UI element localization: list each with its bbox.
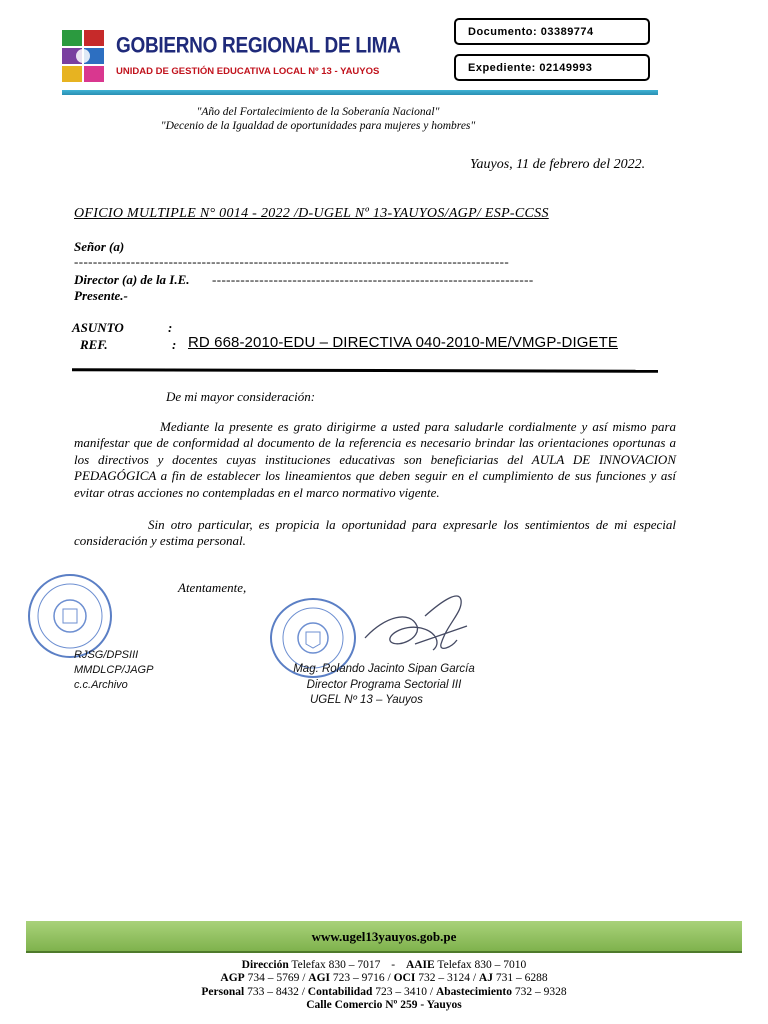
motto-line-1: "Año del Fortalecimiento de la Soberanía Nacional"	[196, 106, 440, 118]
motto-line-2: "Decenio de la Igualdad de oportunidades para mujeres y hombres"	[160, 120, 476, 132]
footer-line-3	[0, 986, 768, 999]
aaie-phone: Telefax 830 – 7010	[437, 959, 527, 971]
body-paragraph-1: Mediante la presente es grato dirigirme a usted para saludarle cordialmente y así mismo para manifestar que de conformidad al documento de la referencia es necesario brindar las orientaciones oportunas a los directivos y docentes cuyas instituciones educativas son beneficiarias del AULA DE INNOVACION PEDAGÓGICA a fin de establecer los lineamientos que deben seguir en el cumplimiento de sus funciones y así evitar otras acciones no contempladas en el marco normativo vigente.	[74, 419, 676, 500]
letter-date: Yauyos, 11 de febrero del 2022.	[470, 157, 646, 172]
asunto-colon: :	[168, 320, 173, 335]
reference-initials	[74, 648, 153, 693]
documento-box: Documento: 03389774	[454, 18, 650, 45]
organization-title: GOBIERNO REGIONAL DE LIMA	[116, 34, 401, 59]
website-link[interactable]: www.ugel13yauyos.gob.pe	[311, 929, 457, 944]
abastecimiento-label: Abastecimiento	[435, 985, 512, 998]
agi-label: AGI	[308, 972, 330, 985]
organization-subtitle: UNIDAD DE GESTIÓN EDUCATIVA LOCAL Nº 13 - YAUYOS	[116, 66, 380, 77]
oci-phone: 732 – 3124	[418, 972, 470, 985]
reference-line-1: RJSG/DPSIII	[74, 649, 139, 661]
subject-divider	[72, 368, 658, 373]
footer-line-1	[0, 959, 768, 972]
aj-phone: 731 – 6288	[495, 972, 548, 985]
aj-label: AJ	[478, 972, 493, 985]
signer-position: Director Programa Sectorial III	[306, 678, 462, 691]
header-divider	[62, 90, 658, 95]
asunto-label: ASUNTO	[72, 320, 124, 335]
body-paragraph-2: Sin otro particular, es propicia la oportunidad para expresarle los sentimientos de mi especial consideración y estima personal.	[74, 517, 676, 549]
recipient-presente: Presente.-	[74, 288, 128, 303]
slash: /	[429, 985, 434, 998]
footer-separator: -	[391, 959, 396, 971]
signer-block	[284, 662, 484, 709]
ugel-logo	[62, 30, 104, 82]
agi-phone: 723 – 9716	[332, 972, 385, 985]
address-text: Calle Comercio Nº 259 - Yauyos	[306, 998, 462, 1011]
slash: /	[387, 972, 391, 985]
recipient-director: Director (a) de la I.E.	[74, 272, 190, 287]
signer-name: Mag. Rolando Jacinto Sipan García	[293, 663, 475, 675]
oficio-number: OFICIO MULTIPLE N° 0014 - 2022 /D-UGEL Nº 13-YAUYOS/AGP/ ESP-CCSS	[74, 206, 549, 221]
greeting: De mi mayor consideración:	[166, 389, 316, 404]
ref-label: REF.	[80, 337, 108, 352]
slash: /	[472, 972, 477, 985]
footer-contacts	[0, 959, 768, 1012]
abastecimiento-phone: 732 – 9328	[514, 985, 567, 998]
direccion-phone: Telefax 830 – 7017	[291, 959, 381, 971]
handwritten-signature	[355, 586, 475, 666]
reference-line-3: c.c.Archivo	[74, 679, 128, 691]
website-banner	[26, 921, 742, 953]
personal-label: Personal	[201, 985, 245, 998]
signer-office: UGEL Nº 13 – Yauyos	[310, 694, 423, 706]
personal-phone: 733 – 8432	[247, 985, 299, 998]
footer-address	[0, 999, 768, 1012]
closing: Atentamente,	[178, 580, 247, 595]
slash: /	[301, 985, 305, 998]
ref-colon: :	[172, 337, 177, 352]
agp-phone: 734 – 5769	[247, 972, 300, 985]
slash: /	[302, 972, 306, 985]
contabilidad-label: Contabilidad	[307, 985, 373, 998]
aaie-label: AAIE	[405, 959, 435, 971]
salutation-senor: Señor (a)	[74, 239, 125, 254]
agp-label: AGP	[220, 972, 245, 985]
oci-label: OCI	[393, 972, 416, 985]
recipient-dashes: --------------------------------------------------------------------------------------------	[74, 254, 510, 269]
contabilidad-phone: 723 – 3410	[375, 985, 427, 998]
director-dashes: --------------------------------------------------------------------	[212, 272, 534, 287]
footer-line-2	[0, 972, 768, 985]
ref-value: RD 668-2010-EDU – DIRECTIVA 040-2010-ME/VMGP-DIGETE	[188, 334, 618, 351]
expediente-box: Expediente: 02149993	[454, 54, 650, 81]
direccion-label: Dirección	[241, 959, 289, 971]
reference-line-2: MMDLCP/JAGP	[74, 664, 154, 676]
left-official-seal	[28, 574, 112, 658]
